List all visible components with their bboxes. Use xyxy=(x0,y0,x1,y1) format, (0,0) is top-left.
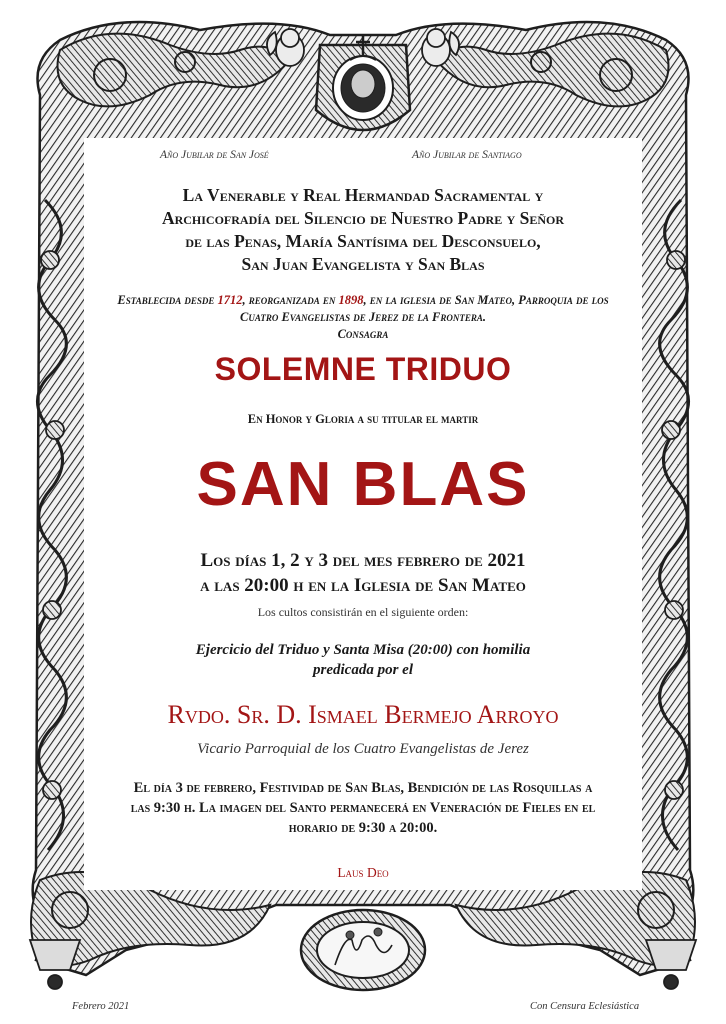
event-title: SOLEMNE TRIDUO xyxy=(214,351,512,387)
crest xyxy=(316,35,410,130)
established-prefix: Establecida desde xyxy=(117,293,215,307)
dates-line-2: a las 20:00 h en la Iglesia de San Mateo xyxy=(200,575,526,596)
brotherhood-line-3: de las Penas, María Santísima del Desconsuelo, xyxy=(185,231,541,251)
founding-year: 1712 xyxy=(217,293,243,307)
jubilee-label-left: Año Jubilar de San José xyxy=(160,149,269,161)
brotherhood-name xyxy=(96,184,630,276)
ejercicio-text xyxy=(0,640,726,680)
cultos-text: Los cultos consistirán en el siguiente orden: xyxy=(257,605,469,619)
jubilee-label-right: Año Jubilar de Santiago xyxy=(412,149,522,161)
event-dates xyxy=(0,548,726,598)
consagra-text: Consagra xyxy=(337,327,389,341)
established-middle: , reorganizada en xyxy=(242,293,336,307)
ejercicio-line-1: Ejercicio del Triduo y Santa Misa (20:00) con homilia xyxy=(195,642,531,658)
feast-line-2: las 9:30 h. La imagen del Santo permanecerá en Veneración de Fieles en el xyxy=(130,800,596,816)
feast-day-text xyxy=(100,778,626,838)
brotherhood-line-2: Archicofradía del Silencio de Nuestro Padre y Señor xyxy=(161,208,565,228)
ejercicio-line-2: predicada por el xyxy=(313,662,413,678)
closing-text: Laus Deo xyxy=(337,865,389,880)
honor-text: En Honor y Gloria a su titular el martir xyxy=(247,412,479,426)
footer-censorship: Con Censura Eclesiástica xyxy=(530,1001,640,1012)
bottom-medallion xyxy=(301,910,425,990)
footer-date: Febrero 2021 xyxy=(72,1001,130,1012)
brotherhood-line-4: San Juan Evangelista y San Blas xyxy=(241,254,485,274)
preacher-title: Vicario Parroquial de los Cuatro Evangelistas de Jerez xyxy=(197,741,529,757)
preacher-name: Rvdo. Sr. D. Ismael Bermejo Arroyo xyxy=(167,700,559,729)
established-text xyxy=(100,292,626,343)
established-suffix: , en la iglesia de San Mateo, Parroquia de los Cuatro Evangelistas de Jerez de la Frontera. xyxy=(239,293,609,324)
reorganization-year: 1898 xyxy=(338,293,364,307)
feast-line-1: El día 3 de febrero, Festividad de San Blas, Bendición de las Rosquillas a xyxy=(133,780,593,796)
feast-line-3: horario de 9:30 a 20:00. xyxy=(288,820,438,836)
dates-line-1: Los días 1, 2 y 3 del mes febrero de 2021 xyxy=(200,550,526,571)
saint-name: SAN BLAS xyxy=(196,450,530,519)
brotherhood-line-1: La Venerable y Real Hermandad Sacramental y xyxy=(182,185,544,205)
